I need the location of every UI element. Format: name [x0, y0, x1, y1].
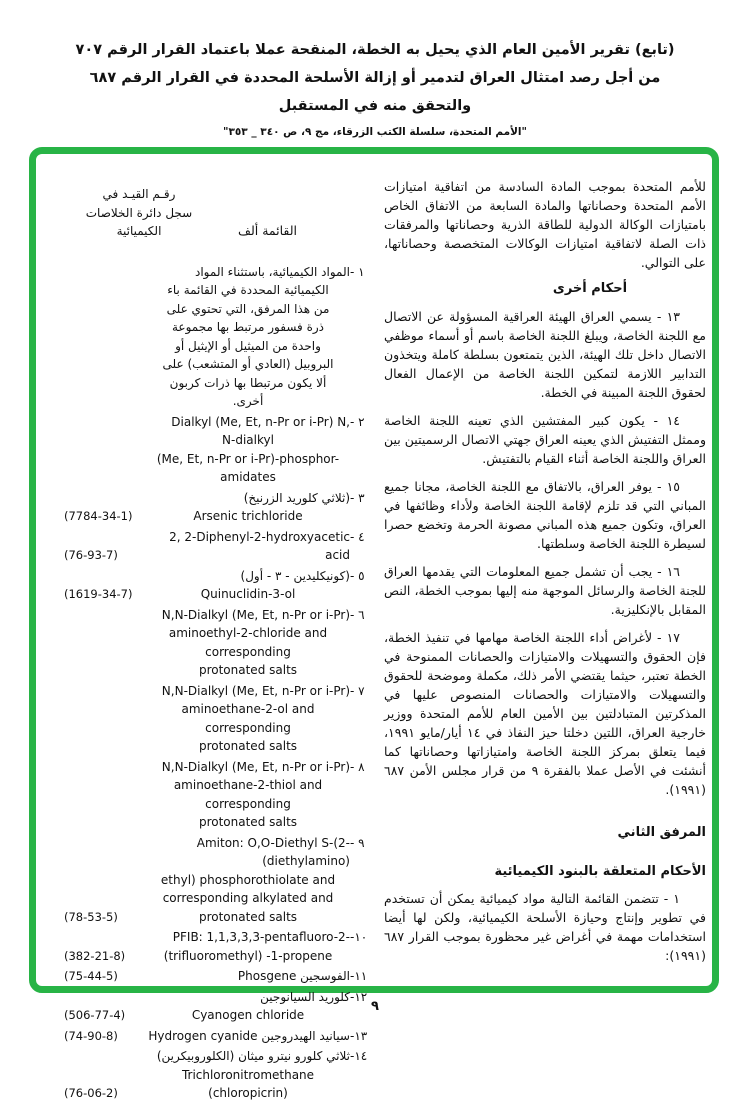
title-line-1: (تابع) تقرير الأمين العام الذي يحيل به الخطة، المنقحة عملا باعتماد القرار الرقم ٧٠٧ [75, 42, 675, 58]
list-header [64, 185, 376, 241]
cas-header-line: سجل دائرة الخلاصات [85, 205, 193, 220]
chemical-name [146, 834, 350, 927]
cas-number: (78-53-5) [64, 909, 118, 924]
item-number: ١٢- [350, 989, 368, 1004]
cas-number: (76-93-7) [64, 548, 118, 562]
chemical-name-line: واحدة من الميثيل أو الإيثيل أو [175, 338, 321, 353]
chemical-name [146, 413, 350, 487]
chemical-name-line: البروبيل (العادي أو المتشعب) على [162, 357, 334, 371]
document-title [0, 42, 750, 138]
cas-number: (76-06-2) [64, 1086, 118, 1100]
chemical-name-line: PFIB: 1,1,3,3,3-pentafluoro-2- [172, 930, 350, 944]
chemical-name-line: الفوسجين Phosgene [237, 969, 350, 983]
chemical-name-line: Amiton: O,O-Diethyl S-(2-(diethylamino) [196, 835, 350, 868]
cas-number: (75-44-5) [64, 969, 118, 983]
chemical-name-line: Quinuclidin-3-ol [200, 587, 296, 601]
chemical-name-line: أخرى. [232, 394, 264, 408]
chemical-name-line: N,N-Dialkyl (Me, Et, n-Pr or i-Pr) [161, 683, 350, 698]
chemical-name-line: الكيميائية المحددة في القائمة باء [167, 283, 329, 297]
cas-number: (74-90-8) [64, 1028, 118, 1043]
chemical-name-line: N,N-Dialkyl (Me, Et, n-Pr or i-Pr) [161, 607, 350, 622]
cas-number: (7784-34-1) [64, 509, 133, 523]
chemical-list-item [64, 606, 376, 680]
chemical-list-item [64, 682, 376, 756]
chemical-name-line: Trichloronitromethane (chloropicrin) [181, 1067, 315, 1100]
chemical-list-item [64, 928, 376, 965]
cas-number: (506-77-4) [64, 1008, 126, 1022]
item-number: ١ - [350, 264, 365, 279]
section-heading: الأحكام المتعلقة بالبنود الكيميائية [494, 864, 706, 879]
chemical-name [146, 928, 350, 965]
chemical-name-line: N-dialkyl [222, 433, 274, 447]
cas-number: (382-21-8) [64, 948, 126, 963]
chemical-name-line: Dialkyl (Me, Et, n-Pr or i-Pr) N, [171, 414, 350, 429]
provisions-column [384, 177, 706, 974]
chemical-name [146, 263, 350, 411]
chemical-name [146, 528, 350, 565]
chemical-list-item [64, 489, 376, 526]
provision-paragraph: للأمم المتحدة بموجب المادة السادسة من اتفاقية امتيازات الأمم المتحدة وحصاناتها والمادة السابعة من الاتفاق الخاص بامتيازات الوكالة الدولية للطاقة الذرية وحصاناتها والمرفقات ذات الصلة لاتفاقية امتيازات الوكالات المتخصصة وحصاناتها، على التوالي. [384, 179, 706, 270]
chemical-list-item [64, 263, 376, 411]
chemical-name-line: Arsenic trichloride [193, 509, 303, 523]
chemical-list-item [64, 967, 376, 986]
provision-paragraph: ١٦ - يجب أن تشمل جميع المعلومات التي يقدمها العراق للجنة الخاصة والرسائل الموجهة منه إليها بموجب الخطة، النص المقابل بالإنكليزية. [384, 564, 706, 617]
chemical-name-line: (trifluoromethyl) -1-propene [163, 948, 333, 963]
chemical-name-line: سيانيد الهيدروجين Hydrogen cyanide [148, 1028, 350, 1043]
chemical-name-line: 2, 2-Diphenyl-2-hydroxyacetic acid [169, 529, 350, 562]
cas-header-line: رقـم القيـد في [102, 187, 176, 201]
source-citation: "الأمم المتحدة، سلسلة الكتب الزرقاء، مج ٩، ص ٣٤٠ _ ٣٥٣" [223, 126, 527, 138]
chemical-name-line: protonated salts [198, 909, 298, 924]
item-number: ٥ - [350, 568, 365, 583]
item-number: ٩ - [350, 835, 365, 850]
provision-paragraph: ١٣ - يسمي العراق الهيئة العراقية المسؤولة عن الاتصال مع اللجنة الخاصة، ويبلغ اللجنة الخاصة باسم أو أسماء موظفي الاتصال داخل تلك الهيئة، الذين يتمتعون بسلطة كاملة ويتخذون التدابير اللازمة لتمكين اللجنة الخاصة من الإعمال الفعال لحقوق اللجنة المبينة في الخطة. [384, 309, 706, 400]
chemical-name-line: (Me, Et, n-Pr or i-Pr)-phosphor- [156, 451, 340, 466]
chemical-name-line: aminoethane-2-ol and corresponding [181, 702, 315, 735]
chemical-name-line: (ثلاثي كلوريد الزرنيخ) [243, 490, 350, 505]
provision-paragraph: ١٥ - يوفر العراق، بالاتفاق مع اللجنة الخاصة، مجانا جميع المباني التي قد تلزم لإقامة اللجنة الخاصة ولأداء وظائفها في العراق، وتكون جميع هذه المباني مصونة الحرمة وتخضع حصرا لسيطرة اللجنة الخاصة وسلطتها. [384, 479, 706, 551]
list-a-header: القائمة ألف [238, 223, 298, 238]
item-number: ٢ - [350, 414, 365, 429]
chemical-name-line: المواد الكيميائية، باستثناء المواد [195, 264, 350, 279]
cas-header-line: الكيميائية [116, 224, 162, 238]
chemical-name-line: amidates [220, 470, 276, 484]
chemical-list-item [64, 567, 376, 604]
item-number: ٤ - [350, 529, 365, 544]
title-line-2: من أجل رصد امتثال العراق لتدمير أو إزالة الأسلحة المحددة في القرار الرقم ٦٨٧ [89, 70, 661, 86]
section-heading: المرفق الثاني [617, 825, 706, 840]
chemical-list-item [64, 528, 376, 565]
chemical-name-line: protonated salts [198, 663, 298, 677]
cas-column-header [64, 185, 214, 241]
chemical-name-line: ethyl) phosphorothiolate and [160, 872, 336, 887]
chemical-list-item [64, 834, 376, 927]
item-number: ١٤- [350, 1049, 368, 1063]
item-number: ٧ - [350, 683, 365, 698]
page-number: ٩ [371, 999, 379, 1014]
chemical-list-item [64, 758, 376, 832]
chemical-name [146, 1047, 350, 1103]
chemical-name [146, 758, 350, 832]
chemical-list-item [64, 413, 376, 487]
chemical-name [146, 606, 350, 680]
provision-paragraph: ١٤ - يكون كبير المفتشين الذي تعينه اللجنة الخاصة وممثل التفتيش الذي يعينه العراق جهتي الاتصال الرسميتين بين العراق واللجنة الخاصة أثناء القيام بالتفتيش. [384, 413, 706, 466]
green-highlight-border [29, 147, 719, 1100]
chemical-name-line: Cyanogen chloride [191, 1008, 305, 1022]
chemical-name-line: ذرة فسفور مرتبط بها مجموعة [171, 320, 325, 334]
chemical-name-line: aminoethane-2-thiol and corresponding [173, 778, 323, 811]
chemical-name [146, 682, 350, 756]
chemical-list [64, 263, 376, 1103]
item-number: ١٣- [350, 1028, 368, 1043]
chemical-name-line: N,N-Dialkyl (Me, Et, n-Pr or i-Pr) [161, 759, 350, 774]
chemical-name-line: protonated salts [198, 739, 298, 753]
chemical-name [146, 1027, 350, 1046]
chemical-list-item [64, 1027, 376, 1046]
chemical-name-line: corresponding alkylated and [162, 891, 334, 905]
chemical-name-line: aminoethyl-2-chloride and corresponding [168, 626, 328, 659]
item-number: ١٠- [350, 930, 368, 944]
section-heading: أحكام أخرى [552, 281, 628, 296]
provision-paragraph: ١٧ - لأغراض أداء اللجنة الخاصة مهامها في تنفيذ الخطة، فإن الحقوق والتسهيلات والامتيازات والحصانات الممنوحة في الخطة تعتبر، حيثما يقتضي الأمر ذلك، مكملة وموضحة للحقوق والتسهيلات والامتيازات والحصانات المنصوص عليها في المذكرتين المتبادلتين بين الأمين العام للأمم المتحدة ووزير خارجية العراق، اللتين دخلتا حيز النفاذ في ١٤ أيار/مايو ١٩٩١، فيما يتعلق بمركز اللجنة الخاصة وامتيازاتها وحصاناتها كما أنشئت في الأصل عملا بالفقرة ٩ من قرار مجلس الأمن ٦٨٧ (١٩٩١). [384, 630, 706, 797]
chemical-name-line: كلوريد السيانوجين [260, 989, 350, 1004]
item-number: ٣ - [350, 490, 365, 505]
item-number: ١١- [350, 969, 368, 983]
title-line-3: والتحقق منه في المستقبل [278, 98, 472, 114]
chemical-name [146, 567, 350, 604]
chemical-list-column [64, 185, 376, 1105]
chemical-name-line: ثلاثي كلورو نيترو ميثان (الكلوروبيكرين) [156, 1049, 350, 1063]
item-number: ٨ - [350, 759, 365, 774]
chemical-name-line: من هذا المرفق، التي تحتوي على [166, 301, 330, 316]
item-number: ٦ - [350, 607, 365, 622]
provision-paragraph: ١ - تتضمن القائمة التالية مواد كيميائية يمكن أن تستخدم في تطوير وإنتاج وحيازة الأسلحة الكيميائية، ولكن لها أيضا استخدامات مهمة في أغراض غير محظورة بموجب القرار ٦٨٧ (١٩٩١): [384, 891, 706, 963]
chemical-name-line: (كونيكليدين - ٣ - أول) [240, 568, 350, 583]
chemical-name [146, 967, 350, 986]
cas-number: (1619-34-7) [64, 587, 133, 601]
chemical-name-line: ألا يكون مرتبطا بها ذرات كربون [169, 375, 327, 390]
chemical-name [146, 489, 350, 526]
chemical-list-item [64, 1047, 376, 1103]
chemical-name-line: protonated salts [198, 815, 298, 829]
